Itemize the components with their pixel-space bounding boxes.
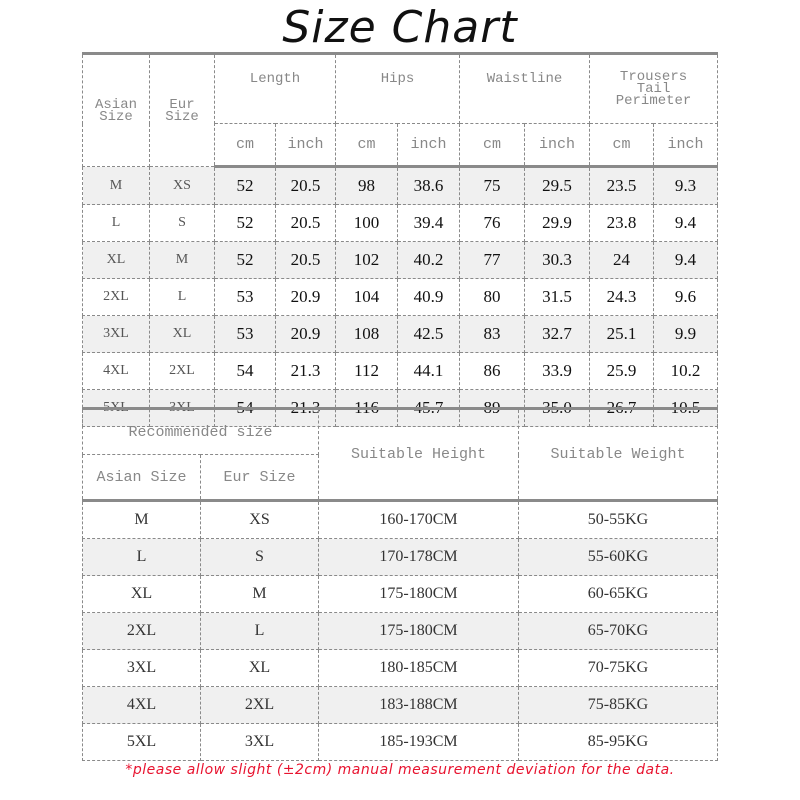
suitable-weight: 55-60KG bbox=[519, 539, 718, 576]
tail-cm: 25.1 bbox=[590, 316, 654, 353]
header-asian-size: Asian Size bbox=[83, 455, 201, 501]
page-title: Size Chart bbox=[282, 2, 518, 53]
eur-size: M bbox=[201, 576, 319, 613]
hips-cm: 100 bbox=[336, 205, 398, 242]
tail-cm: 24.3 bbox=[590, 279, 654, 316]
eur-size: 2XL bbox=[150, 353, 215, 390]
table-row bbox=[83, 576, 718, 613]
tail-inch: 9.4 bbox=[654, 242, 718, 279]
unit-inch: inch bbox=[398, 124, 460, 167]
hips-cm: 112 bbox=[336, 353, 398, 390]
tail-inch: 9.3 bbox=[654, 167, 718, 205]
asian-size: XL bbox=[83, 242, 150, 279]
eur-size: S bbox=[201, 539, 319, 576]
table-row bbox=[83, 316, 718, 353]
header-eur-size: Eur Size bbox=[150, 54, 215, 167]
tail-inch: 9.9 bbox=[654, 316, 718, 353]
asian-size: 5XL bbox=[83, 390, 150, 427]
asian-size: L bbox=[83, 205, 150, 242]
unit-cm: cm bbox=[336, 124, 398, 167]
table-row bbox=[83, 613, 718, 650]
tail-inch: 10.5 bbox=[654, 390, 718, 427]
length-cm: 53 bbox=[215, 316, 276, 353]
tail-cm: 23.8 bbox=[590, 205, 654, 242]
waist-inch: 35.0 bbox=[525, 390, 590, 427]
eur-size: XS bbox=[201, 501, 319, 539]
waist-inch: 32.7 bbox=[525, 316, 590, 353]
unit-inch: inch bbox=[276, 124, 336, 167]
hips-inch: 44.1 bbox=[398, 353, 460, 390]
suitable-height: 175-180CM bbox=[319, 576, 519, 613]
table-row bbox=[83, 167, 718, 205]
asian-size: 4XL bbox=[83, 353, 150, 390]
eur-size: L bbox=[150, 279, 215, 316]
suitable-height: 185-193CM bbox=[319, 724, 519, 761]
hips-inch: 39.4 bbox=[398, 205, 460, 242]
waist-cm: 75 bbox=[460, 167, 525, 205]
table-row bbox=[83, 724, 718, 761]
eur-size: XL bbox=[150, 316, 215, 353]
length-cm: 53 bbox=[215, 279, 276, 316]
waist-inch: 30.3 bbox=[525, 242, 590, 279]
hips-inch: 45.7 bbox=[398, 390, 460, 427]
unit-inch: inch bbox=[525, 124, 590, 167]
unit-cm: cm bbox=[215, 124, 276, 167]
suitable-weight: 75-85KG bbox=[519, 687, 718, 724]
length-inch: 21.3 bbox=[276, 353, 336, 390]
header-waistline: Waistline bbox=[460, 54, 590, 124]
header-asian-size: Asian Size bbox=[83, 54, 150, 167]
table-row bbox=[83, 687, 718, 724]
tail-cm: 26.7 bbox=[590, 390, 654, 427]
asian-size: L bbox=[83, 539, 201, 576]
waist-inch: 29.9 bbox=[525, 205, 590, 242]
unit-inch: inch bbox=[654, 124, 718, 167]
length-inch: 20.5 bbox=[276, 242, 336, 279]
length-cm: 52 bbox=[215, 242, 276, 279]
header-recommended-size: Recommended size bbox=[83, 409, 319, 455]
waist-inch: 33.9 bbox=[525, 353, 590, 390]
measurement-table bbox=[82, 52, 718, 427]
unit-cm: cm bbox=[590, 124, 654, 167]
suitable-weight: 65-70KG bbox=[519, 613, 718, 650]
table-row bbox=[83, 242, 718, 279]
hips-cm: 116 bbox=[336, 390, 398, 427]
hips-inch: 40.9 bbox=[398, 279, 460, 316]
length-inch: 20.9 bbox=[276, 316, 336, 353]
hips-inch: 38.6 bbox=[398, 167, 460, 205]
tail-cm: 23.5 bbox=[590, 167, 654, 205]
eur-size: 3XL bbox=[201, 724, 319, 761]
tail-inch: 9.4 bbox=[654, 205, 718, 242]
table-row bbox=[83, 353, 718, 390]
eur-size: 2XL bbox=[201, 687, 319, 724]
asian-size: 3XL bbox=[83, 316, 150, 353]
unit-cm: cm bbox=[460, 124, 525, 167]
suitable-height: 160-170CM bbox=[319, 501, 519, 539]
asian-size: M bbox=[83, 167, 150, 205]
header-trousers-tail-perimeter: Trousers Tail Perimeter bbox=[590, 54, 718, 124]
tail-inch: 9.6 bbox=[654, 279, 718, 316]
header-eur-size: Eur Size bbox=[201, 455, 319, 501]
asian-size: 4XL bbox=[83, 687, 201, 724]
length-inch: 21.3 bbox=[276, 390, 336, 427]
length-cm: 54 bbox=[215, 390, 276, 427]
suitable-weight: 60-65KG bbox=[519, 576, 718, 613]
waist-inch: 29.5 bbox=[525, 167, 590, 205]
length-inch: 20.5 bbox=[276, 167, 336, 205]
hips-inch: 42.5 bbox=[398, 316, 460, 353]
suitable-weight: 85-95KG bbox=[519, 724, 718, 761]
waist-cm: 89 bbox=[460, 390, 525, 427]
length-cm: 52 bbox=[215, 167, 276, 205]
eur-size: M bbox=[150, 242, 215, 279]
suitable-height: 183-188CM bbox=[319, 687, 519, 724]
recommendation-table bbox=[82, 407, 718, 761]
waist-inch: 31.5 bbox=[525, 279, 590, 316]
suitable-weight: 50-55KG bbox=[519, 501, 718, 539]
length-inch: 20.9 bbox=[276, 279, 336, 316]
tail-cm: 25.9 bbox=[590, 353, 654, 390]
tail-inch: 10.2 bbox=[654, 353, 718, 390]
waist-cm: 76 bbox=[460, 205, 525, 242]
asian-size: XL bbox=[83, 576, 201, 613]
waist-cm: 77 bbox=[460, 242, 525, 279]
asian-size: 3XL bbox=[83, 650, 201, 687]
eur-size: XL bbox=[201, 650, 319, 687]
table-row bbox=[83, 205, 718, 242]
waist-cm: 80 bbox=[460, 279, 525, 316]
header-hips: Hips bbox=[336, 54, 460, 124]
eur-size: L bbox=[201, 613, 319, 650]
suitable-height: 175-180CM bbox=[319, 613, 519, 650]
table-row bbox=[83, 501, 718, 539]
table-row bbox=[83, 539, 718, 576]
waist-cm: 83 bbox=[460, 316, 525, 353]
hips-inch: 40.2 bbox=[398, 242, 460, 279]
table-row bbox=[83, 279, 718, 316]
measurement-deviation-note: *please allow slight (±2cm) manual measurement deviation for the data. bbox=[125, 762, 675, 778]
asian-size: 5XL bbox=[83, 724, 201, 761]
suitable-height: 170-178CM bbox=[319, 539, 519, 576]
eur-size: S bbox=[150, 205, 215, 242]
hips-cm: 102 bbox=[336, 242, 398, 279]
length-cm: 52 bbox=[215, 205, 276, 242]
header-suitable-height: Suitable Height bbox=[319, 409, 519, 501]
hips-cm: 108 bbox=[336, 316, 398, 353]
asian-size: 2XL bbox=[83, 279, 150, 316]
length-cm: 54 bbox=[215, 353, 276, 390]
suitable-weight: 70-75KG bbox=[519, 650, 718, 687]
asian-size: M bbox=[83, 501, 201, 539]
tail-cm: 24 bbox=[590, 242, 654, 279]
hips-cm: 104 bbox=[336, 279, 398, 316]
length-inch: 20.5 bbox=[276, 205, 336, 242]
header-length: Length bbox=[215, 54, 336, 124]
hips-cm: 98 bbox=[336, 167, 398, 205]
header-suitable-weight: Suitable Weight bbox=[519, 409, 718, 501]
waist-cm: 86 bbox=[460, 353, 525, 390]
eur-size: 3XL bbox=[150, 390, 215, 427]
asian-size: 2XL bbox=[83, 613, 201, 650]
table-row bbox=[83, 650, 718, 687]
eur-size: XS bbox=[150, 167, 215, 205]
suitable-height: 180-185CM bbox=[319, 650, 519, 687]
